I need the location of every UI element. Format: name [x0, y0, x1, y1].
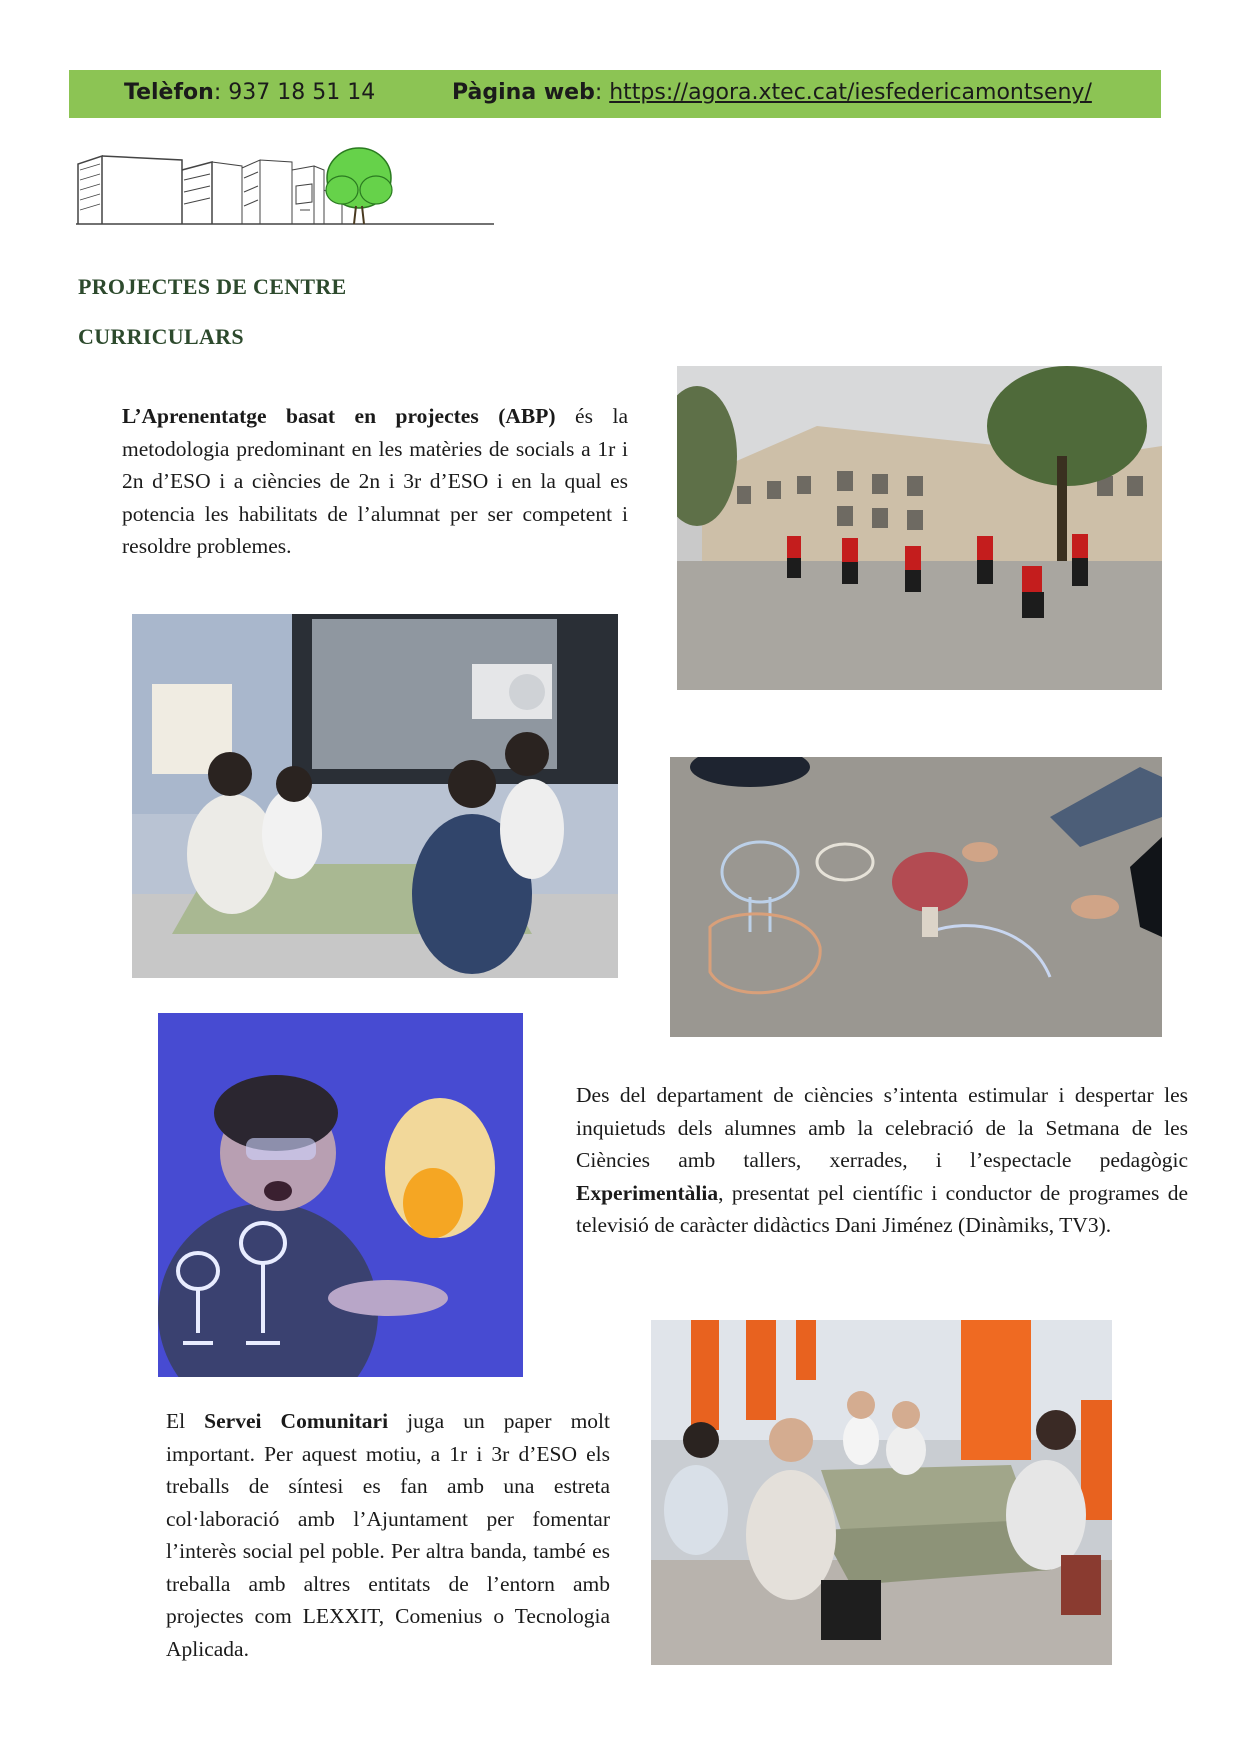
servei-text-2: juga un paper molt important. Per aquest motiu, a 1r i 3r d’ESO els treballs de síntesi es fan amb una estreta col·laboració amb l’Ajuntament per fomentar l’interès social pel poble. Per altra banda, també es treballa amb altres entitats de l’entorn amb projectes com LEXXIT, Comenius o Tecnologia Aplicada. — [166, 1409, 610, 1661]
abp-bold-text: L’Aprenentatge basat en projectes (ABP) — [122, 404, 556, 428]
photo-scientist-experiment — [158, 1013, 523, 1377]
website-separator: : — [594, 80, 610, 105]
website-link[interactable]: https://agora.xtec.cat/iesfedericamontseny/ — [609, 80, 1092, 105]
school-building-sketch — [74, 140, 494, 230]
photo-school-performance — [677, 366, 1162, 690]
paragraph-ciencies — [576, 1079, 1188, 1242]
classroom-image — [132, 614, 618, 978]
community-service-image — [651, 1320, 1112, 1665]
phone-number: : 937 18 51 14 — [213, 80, 376, 105]
ciencies-text-1: Des del departament de ciències s’intenta estimular i despertar les inquietuds dels alumnes amb la celebració de la Setmana de les Ciències amb tallers, xerrades, i l’espectacle pedagògic — [576, 1083, 1188, 1172]
chalk-drawings-image — [670, 757, 1162, 1037]
header-bar — [69, 70, 1161, 118]
paragraph-abp — [122, 400, 628, 563]
scientist-experiment-image — [158, 1013, 523, 1377]
experimentalia-bold: Experimentàlia — [576, 1180, 719, 1205]
website-info — [452, 80, 1092, 105]
website-label: Pàgina web — [452, 80, 595, 105]
ciencies-text-2: , presentat pel científic i conductor de programes de televisió de caràcter didàctics Dani Jiménez (Dinàmiks, TV3). — [576, 1180, 1188, 1237]
abp-text: és la metodologia predominant en les matèries de socials a 1r i 2n d’ESO i a ciències de 2n i 3r d’ESO i en la qual es potencia les habilitats de l’alumnat per ser competent i resoldre problemes. — [122, 404, 628, 558]
photo-community-service — [651, 1320, 1112, 1665]
photo-chalk-drawings — [670, 757, 1162, 1037]
heading-projectes-de-centre: PROJECTES DE CENTRE — [78, 274, 347, 299]
phone-label: Telèfon — [124, 80, 214, 105]
heading-curriculars: CURRICULARS — [78, 324, 244, 349]
servei-comunitari-bold: Servei Comunitari — [204, 1409, 389, 1433]
photo-classroom — [132, 614, 618, 978]
school-performance-image — [677, 366, 1162, 690]
phone-info — [124, 80, 375, 105]
school-logo — [74, 140, 494, 230]
tree-drawing — [326, 148, 392, 224]
servei-text-1: El — [166, 1409, 205, 1433]
paragraph-servei-comunitari — [166, 1405, 610, 1665]
